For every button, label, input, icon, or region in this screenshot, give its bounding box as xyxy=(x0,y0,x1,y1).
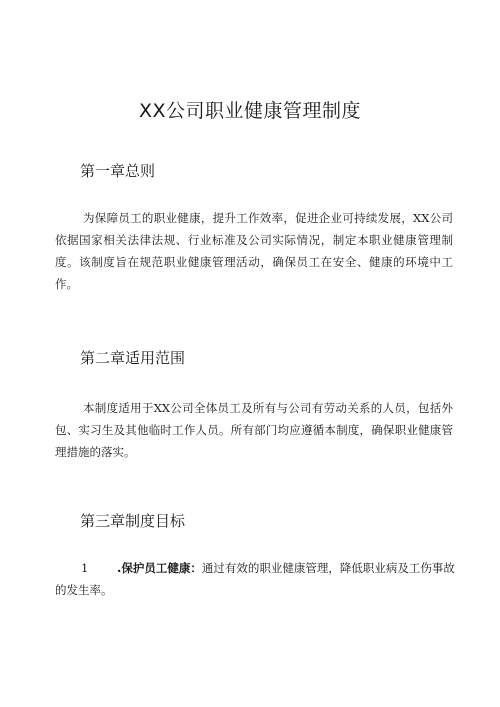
list-item-number: 1 xyxy=(81,561,89,575)
document-title: XX公司职业健康管理制度 xyxy=(138,100,362,122)
chapter-body-scope: 本制度适用于XX公司全体员工及所有与公司有劳动关系的人员，包括外包、实习生及其他临时工作人员。所有部门均应遵循本制度，确保职业健康管理措施的落实。 xyxy=(55,401,453,459)
chapter-body-general: 为保障员工的职业健康，提升工作效率，促进企业可持续发展，XX公司依据国家相关法律法规、行业标准及公司实际情况，制定本职业健康管理制度。该制度旨在规范职业健康管理活动，确保员工在安全、健康的环境中工作。 xyxy=(55,211,453,291)
chapter-heading-general: 第一章总则 xyxy=(80,162,156,180)
chapter-heading-scope: 第二章适用范围 xyxy=(80,349,186,367)
list-item xyxy=(55,557,455,601)
list-item-lead: .保护员工健康： xyxy=(117,561,202,575)
list-item-text: 通过有效的职业健康管理，降低职业病及工伤事故的发生率。 xyxy=(55,561,455,597)
chapter-heading-objectives: 第三章制度目标 xyxy=(80,512,186,530)
